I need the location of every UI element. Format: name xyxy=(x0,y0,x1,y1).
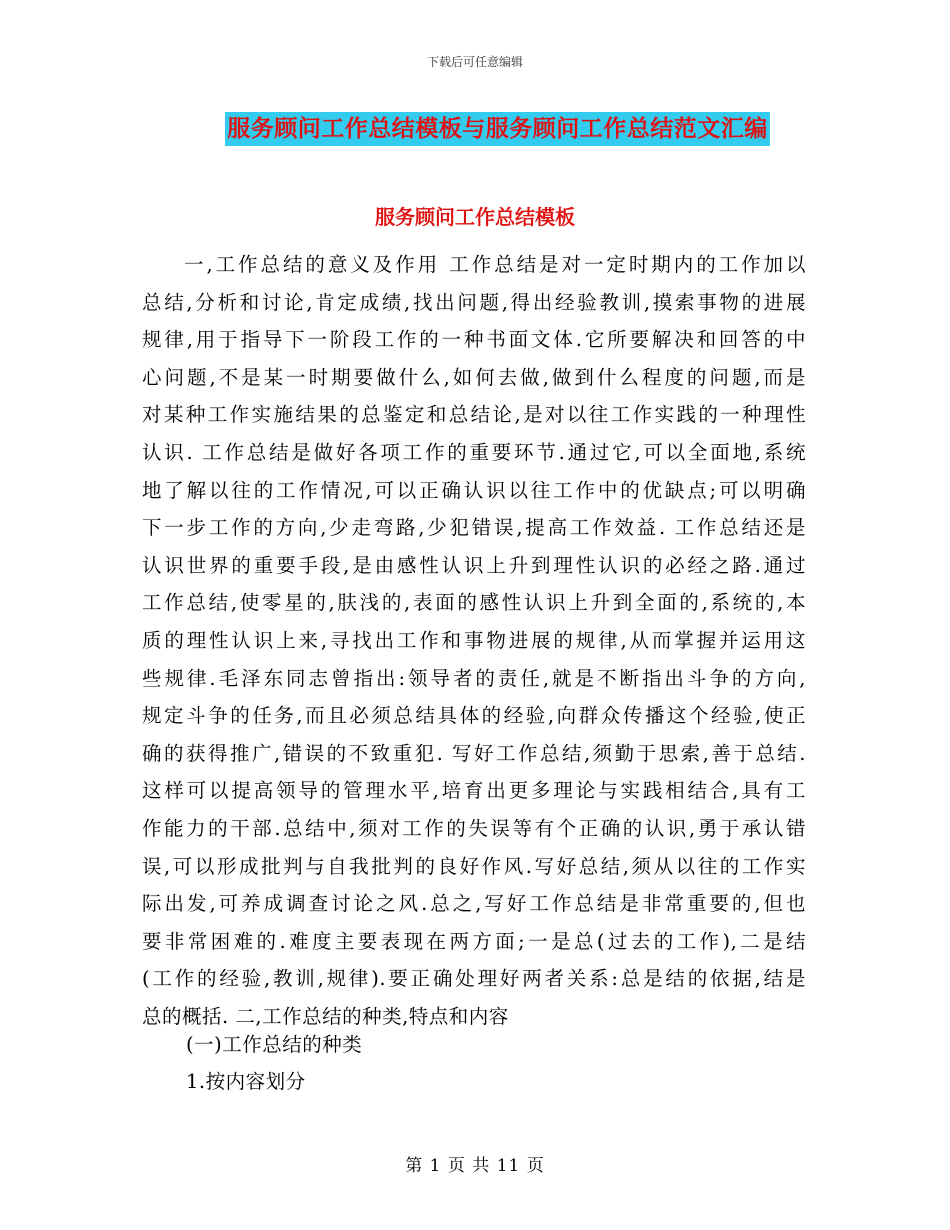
subsection-heading: 1.按内容划分 xyxy=(186,1070,306,1093)
paragraph-line: 误,可以形成批判与自我批判的良好作风.写好总结,须从以往的工作实 xyxy=(142,854,806,878)
paragraph-line: 工作总结,使零星的,肤浅的,表面的感性认识上升到全面的,系统的,本 xyxy=(142,591,806,615)
paragraph-line: 地了解以往的工作情况,可以正确认识以往工作中的优缺点;可以明确 xyxy=(142,478,806,502)
paragraph-line: 认识. 工作总结是做好各项工作的重要环节.通过它,可以全面地,系统 xyxy=(142,440,806,464)
paragraph-line: 认识世界的重要手段,是由感性认识上升到理性认识的必经之路.通过 xyxy=(142,553,806,577)
paragraph-line: 规律,用于指导下一阶段工作的一种书面文体.它所要解决和回答的中 xyxy=(142,328,806,352)
paragraph-line: 这样可以提高领导的管理水平,培育出更多理论与实践相结合,具有工 xyxy=(142,779,806,803)
paragraph-line: 质的理性认识上来,寻找出工作和事物进展的规律,从而掌握并运用这 xyxy=(142,628,806,652)
paragraph-line: 要非常困难的.难度主要表现在两方面;一是总(过去的工作),二是结 xyxy=(142,929,806,953)
paragraph-line: 些规律.毛泽东同志曾指出:领导者的责任,就是不断指出斗争的方向, xyxy=(142,666,806,690)
paragraph-line: 作能力的干部.总结中,须对工作的失误等有个正确的认识,勇于承认错 xyxy=(142,816,806,840)
paragraph-line: 总的概括. 二,工作总结的种类,特点和内容 xyxy=(142,1004,509,1028)
page-header-note: 下载后可任意编辑 xyxy=(426,55,523,69)
paragraph-line: 心问题,不是某一时期要做什么,如何去做,做到什么程度的问题,而是 xyxy=(142,365,806,389)
paragraph-line: 下一步工作的方向,少走弯路,少犯错误,提高工作效益. 工作总结还是 xyxy=(142,516,806,540)
paragraph-line: (工作的经验,教训,规律).要正确处理好两者关系:总是结的依据,结是 xyxy=(142,967,806,991)
paragraph-line: 对某种工作实施结果的总鉴定和总结论,是对以往工作实践的一种理性 xyxy=(142,403,806,427)
main-title-container xyxy=(0,112,950,146)
paragraph-line: 际出发,可养成调查讨论之风.总之,写好工作总结是非常重要的,但也 xyxy=(142,892,806,916)
section-heading: (一)工作总结的种类 xyxy=(186,1033,363,1056)
paragraph-line: 规定斗争的任务,而且必须总结具体的经验,向群众传播这个经验,使正 xyxy=(142,704,806,728)
main-title: 服务顾问工作总结模板与服务顾问工作总结范文汇编 xyxy=(225,112,770,146)
paragraph-line: 一,工作总结的意义及作用 工作总结是对一定时期内的工作加以 xyxy=(184,253,806,276)
sub-title: 服务顾问工作总结模板 xyxy=(375,205,575,229)
paragraph-line: 确的获得推广,错误的不致重犯. 写好工作总结,须勤于思索,善于总结. xyxy=(142,741,806,765)
page-number: 第 1 页 共 11 页 xyxy=(405,1156,545,1176)
paragraph-line: 总结,分析和讨论,肯定成绩,找出问题,得出经验教训,摸索事物的进展 xyxy=(142,290,806,314)
body-paragraph xyxy=(142,246,806,1035)
